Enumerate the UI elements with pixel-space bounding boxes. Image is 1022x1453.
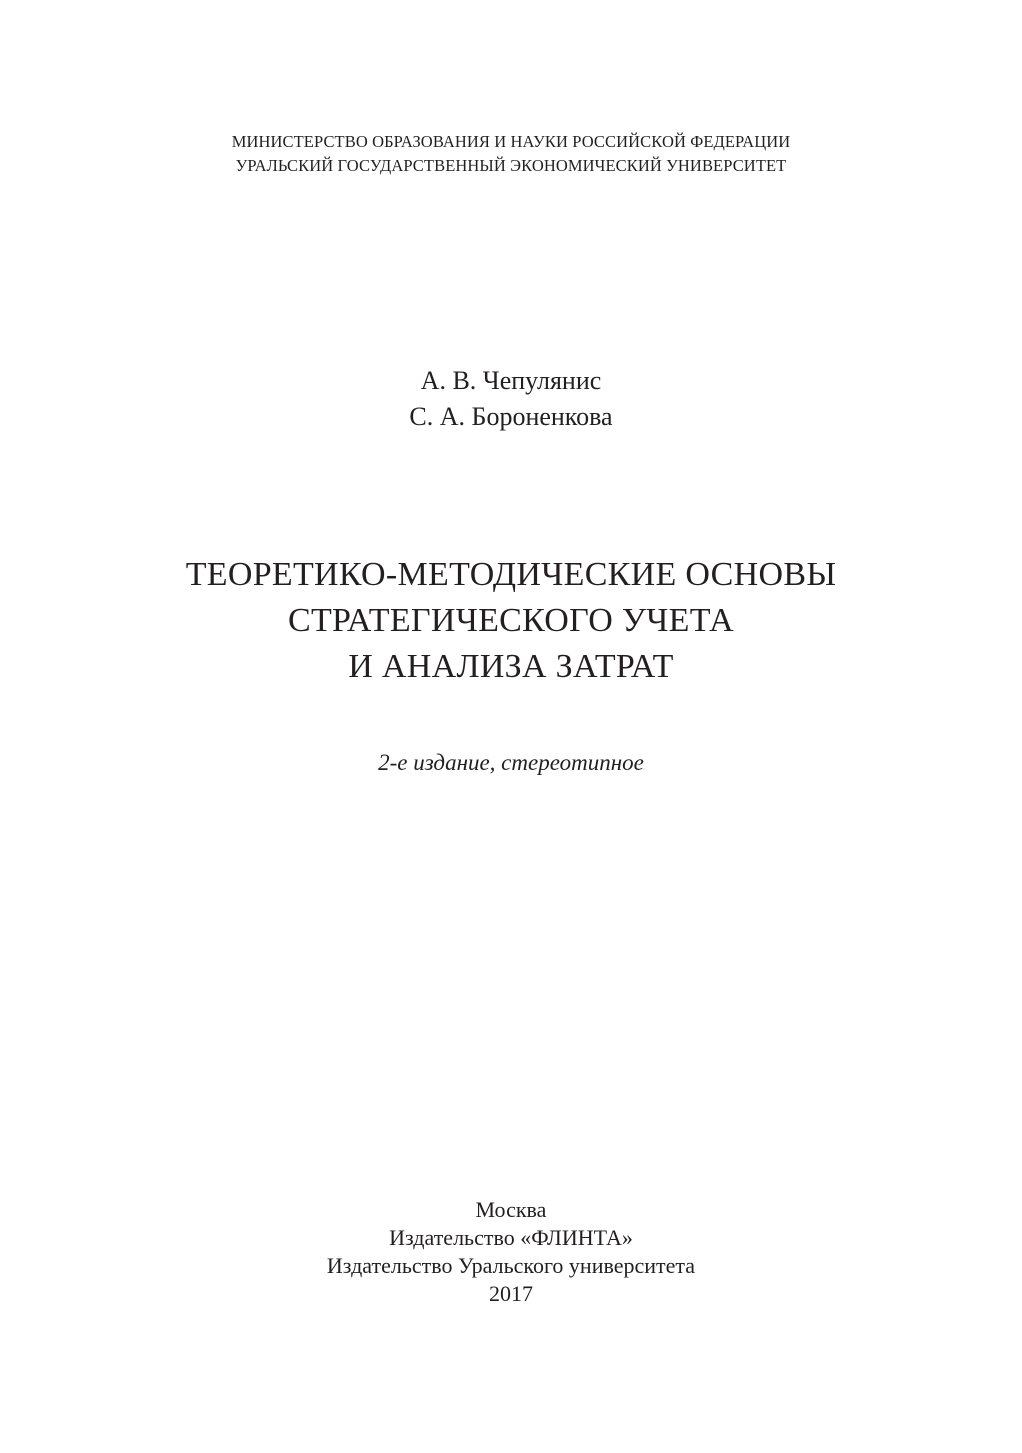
- title-line-1: ТЕОРЕТИКО-МЕТОДИЧЕСКИЕ ОСНОВЫ: [185, 556, 837, 593]
- edition-note: [0, 748, 1022, 778]
- author-2: С. А. Бороненкова: [409, 402, 613, 431]
- ministry-name: МИНИСТЕРСТВО ОБРАЗОВАНИЯ И НАУКИ РОССИЙСКОЙ ФЕДЕРАЦИИ: [231, 132, 791, 151]
- title-line-3: И АНАЛИЗА ЗАТРАТ: [348, 648, 674, 685]
- imprint-year: 2017: [489, 1281, 533, 1306]
- authors: [0, 363, 1022, 435]
- institution-header: [0, 130, 1022, 178]
- imprint: [0, 1196, 1022, 1308]
- book-title: [0, 552, 1022, 690]
- imprint-publisher-1: Издательство «ФЛИНТА»: [389, 1225, 633, 1250]
- university-name: УРАЛЬСКИЙ ГОСУДАРСТВЕННЫЙ ЭКОНОМИЧЕСКИЙ УНИВЕРСИТЕТ: [235, 156, 787, 175]
- imprint-publisher-2: Издательство Уральского университета: [326, 1253, 696, 1278]
- imprint-city: Москва: [475, 1197, 547, 1222]
- author-1: А. В. Чепулянис: [420, 366, 602, 395]
- edition-text: 2-е издание, стереотипное: [378, 750, 644, 775]
- title-line-2: СТРАТЕГИЧЕСКОГО УЧЕТА: [288, 602, 734, 639]
